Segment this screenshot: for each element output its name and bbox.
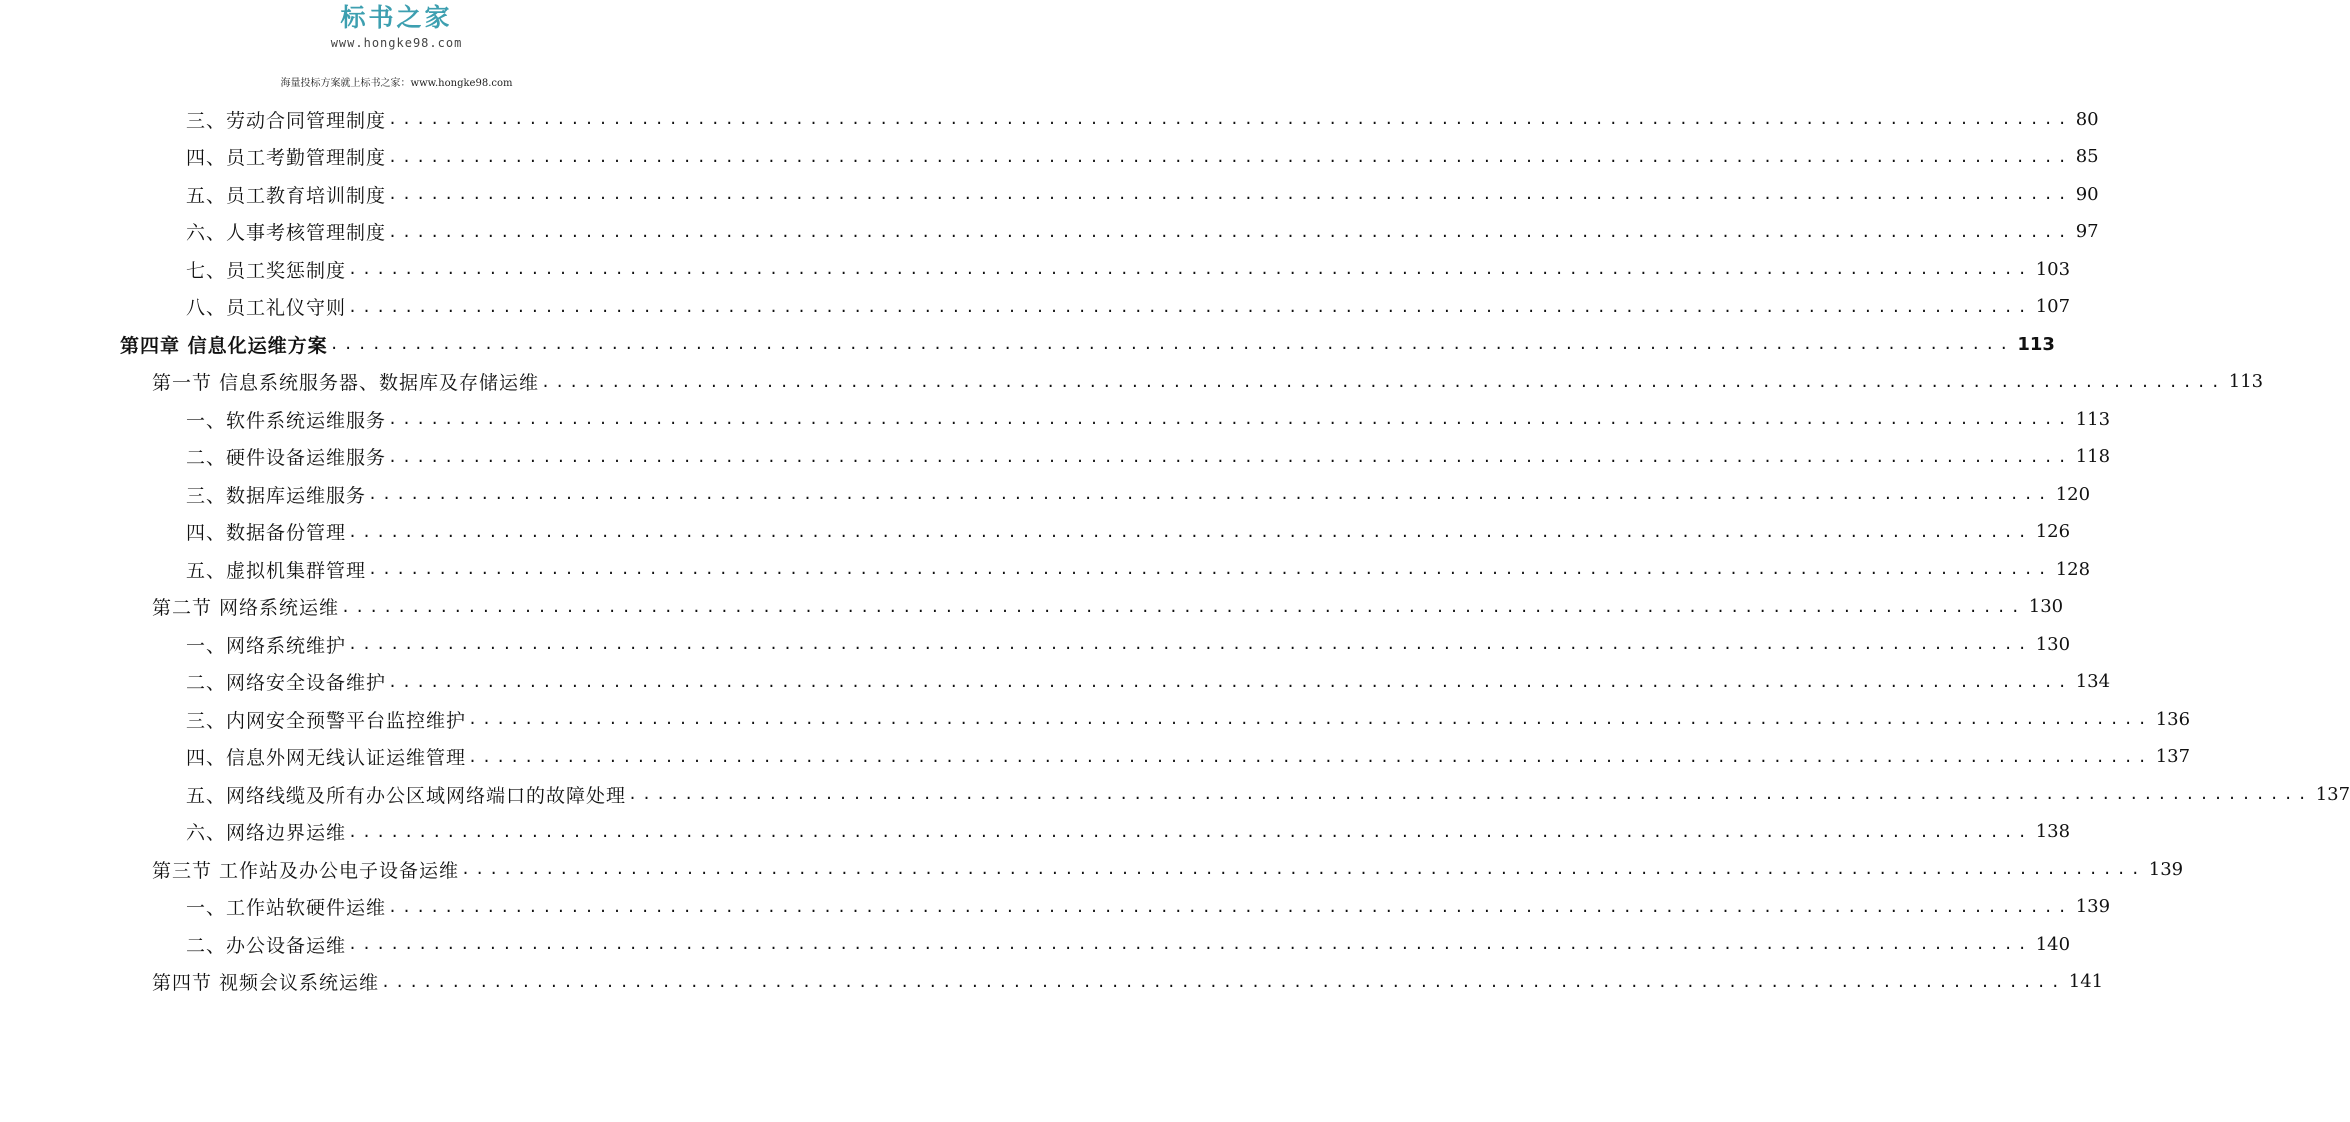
toc-dot-leader: ........................................................................................................................: [468, 710, 2152, 728]
toc-subsection-entry: [186, 518, 2071, 546]
toc-subsection-entry: [186, 780, 2350, 808]
toc-entry-page-number: 137: [2315, 783, 2350, 805]
toc-entry-label: 四、员工考勤管理制度: [186, 147, 387, 169]
toc-entry-label: 第一节 信息系统服务器、数据库及存储运维: [152, 372, 540, 394]
toc-entry-page-number: 126: [2035, 521, 2071, 542]
toc-dot-leader: ........................................................................................................................: [388, 410, 2072, 428]
toc-entry-page-number: 138: [2035, 821, 2071, 842]
toc-dot-leader: ........................................................................................................................: [348, 635, 2032, 653]
toc-dot-leader: ........................................................................................................................: [388, 222, 2072, 241]
toc-entry-label: 二、办公设备运维: [186, 934, 347, 957]
toc-entry-label: 六、人事考核管理制度: [186, 222, 387, 244]
header-tagline: 海量投标方案就上标书之家：www.hongke98.com: [280, 78, 513, 89]
toc-entry-page-number: 80: [2075, 108, 2099, 130]
toc-entry-label: 第四节 视频会议系统运维: [152, 972, 380, 994]
toc-dot-leader: ........................................................................................................................: [348, 822, 2032, 841]
toc-entry-page-number: 113: [2075, 408, 2111, 430]
toc-subsection-entry: [186, 480, 2091, 508]
toc-entry-page-number: 120: [2055, 483, 2091, 505]
toc-dot-leader: ........................................................................................................................: [348, 522, 2032, 541]
toc-dot-leader: ........................................................................................................................: [341, 597, 2025, 616]
toc-entry-page-number: 107: [2035, 296, 2071, 317]
toc-section-entry: [152, 368, 2264, 396]
toc-entry-page-number: 141: [2068, 971, 2104, 992]
toc-entry-label: 一、网络系统维护: [186, 634, 347, 657]
toc-entry-label: 七、员工奖惩制度: [186, 259, 347, 282]
toc-entry-label: 四、数据备份管理: [186, 522, 347, 544]
toc-dot-leader: ........................................................................................................................: [368, 560, 2052, 578]
toc-entry-label: 二、网络安全设备维护: [186, 672, 387, 694]
toc-entry-label: 二、硬件设备运维服务: [186, 447, 387, 469]
toc-entry-page-number: 137: [2155, 746, 2191, 767]
toc-dot-leader: ........................................................................................................................: [368, 485, 2052, 503]
toc-entry-label: 四、信息外网无线认证运维管理: [186, 747, 467, 769]
toc-dot-leader: ........................................................................................................................: [348, 935, 2032, 953]
toc-dot-leader: ........................................................................................................................: [329, 335, 2014, 353]
toc-subsection-entry: [186, 555, 2091, 583]
toc-section-entry: [152, 968, 2104, 996]
toc-entry-page-number: 103: [2035, 258, 2071, 280]
toc-chapter-entry: [120, 330, 2055, 358]
toc-entry-label: 八、员工礼仪守则: [186, 297, 347, 319]
toc-entry-label: 三、数据库运维服务: [186, 484, 367, 507]
toc-entry-page-number: 136: [2155, 708, 2191, 730]
toc-entry-label: 六、网络边界运维: [186, 822, 347, 844]
toc-entry-label: 第三节 工作站及办公电子设备运维: [152, 859, 460, 882]
toc-subsection-entry: [186, 818, 2071, 846]
toc-entry-page-number: 139: [2075, 896, 2111, 917]
toc-section-entry: [152, 855, 2184, 883]
toc-subsection-entry: [186, 105, 2099, 133]
toc-entry-label: 第四章 信息化运维方案: [120, 334, 328, 357]
toc-dot-leader: ........................................................................................................................: [348, 260, 2032, 278]
toc-entry-page-number: 134: [2075, 671, 2111, 692]
site-logo-url: www.hongke98.com: [330, 36, 463, 50]
page-header: [0, 0, 793, 100]
toc-entry-page-number: 90: [2075, 183, 2099, 205]
toc-section-entry: [152, 593, 2064, 621]
toc-dot-leader: ........................................................................................................................: [628, 785, 2312, 803]
toc-subsection-entry: [186, 405, 2111, 433]
toc-entry-page-number: 85: [2075, 146, 2099, 167]
toc-dot-leader: ........................................................................................................................: [388, 110, 2072, 128]
toc-entry-page-number: 128: [2055, 558, 2091, 580]
toc-subsection-entry: [186, 143, 2099, 171]
toc-entry-page-number: 130: [2028, 596, 2064, 617]
toc-entry-label: 五、虚拟机集群管理: [186, 559, 367, 582]
toc-subsection-entry: [186, 180, 2099, 208]
toc-subsection-entry: [186, 630, 2071, 658]
toc-entry-label: 三、内网安全预警平台监控维护: [186, 709, 467, 732]
toc-dot-leader: ........................................................................................................................: [388, 897, 2072, 916]
toc-subsection-entry: [186, 293, 2071, 321]
toc-dot-leader: ........................................................................................................................: [388, 147, 2072, 166]
site-logo-title: 标书之家: [340, 3, 453, 32]
toc-entry-page-number: 113: [2017, 333, 2055, 355]
toc-subsection-entry: [186, 930, 2071, 958]
toc-entry-page-number: 113: [2228, 371, 2264, 392]
toc-dot-leader: ........................................................................................................................: [381, 972, 2065, 991]
toc-entry-label: 第二节 网络系统运维: [152, 597, 340, 619]
toc-entry-label: 一、软件系统运维服务: [186, 409, 387, 432]
toc-subsection-entry: [186, 705, 2191, 733]
toc-subsection-entry: [186, 443, 2111, 471]
toc-entry-label: 三、劳动合同管理制度: [186, 109, 387, 132]
toc-dot-leader: ........................................................................................................................: [388, 447, 2072, 466]
toc-dot-leader: ........................................................................................................................: [348, 297, 2032, 316]
toc-entry-label: 五、员工教育培训制度: [186, 184, 387, 207]
toc-entry-label: 一、工作站软硬件运维: [186, 897, 387, 919]
toc-entry-page-number: 140: [2035, 933, 2071, 955]
toc-entry-page-number: 130: [2035, 633, 2071, 655]
toc-dot-leader: ........................................................................................................................: [388, 185, 2072, 203]
toc-subsection-entry: [186, 893, 2111, 921]
toc-entry-page-number: 118: [2075, 446, 2111, 467]
toc-entry-page-number: 97: [2075, 221, 2099, 242]
toc-subsection-entry: [186, 218, 2099, 246]
toc-dot-leader: ........................................................................................................................: [541, 372, 2225, 391]
toc-entry-label: 五、网络线缆及所有办公区域网络端口的故障处理: [186, 784, 627, 807]
toc-subsection-entry: [186, 255, 2071, 283]
toc-subsection-entry: [186, 668, 2111, 696]
toc-dot-leader: ........................................................................................................................: [468, 747, 2152, 766]
toc-dot-leader: ........................................................................................................................: [388, 672, 2072, 691]
toc-subsection-entry: [186, 743, 2191, 771]
toc-dot-leader: ........................................................................................................................: [461, 860, 2145, 878]
toc-entry-page-number: 139: [2148, 858, 2184, 880]
